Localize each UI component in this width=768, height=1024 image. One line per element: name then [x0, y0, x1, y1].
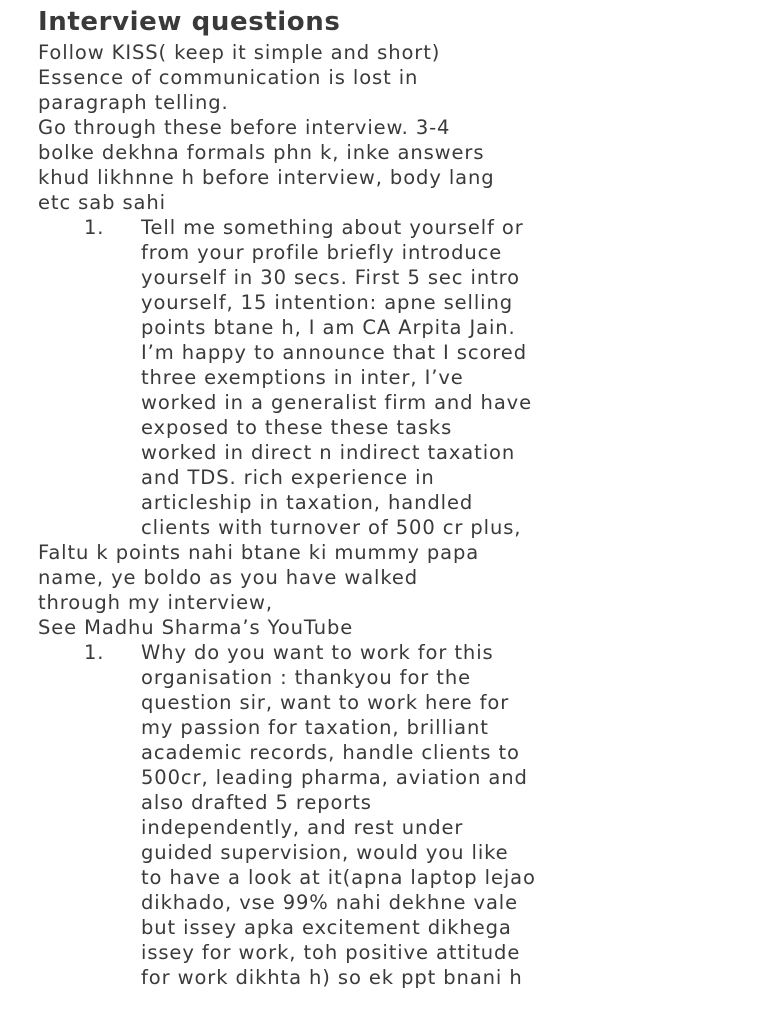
list-item-line: question sir, want to work here for	[141, 691, 510, 714]
list-item-line: and TDS. rich experience in	[141, 466, 435, 489]
text-line: etc sab sahi	[38, 191, 166, 214]
list-item-line: yourself, 15 intention: apne selling	[141, 291, 514, 314]
list-item-line: articleship in taxation, handled	[141, 491, 474, 514]
text-line: Faltu k points nahi btane ki mummy papa	[38, 541, 480, 564]
list-item-line: organisation : thankyou for the	[141, 666, 471, 689]
list-item-line: worked in direct n indirect taxation	[141, 441, 516, 464]
text-line: paragraph telling.	[38, 91, 229, 114]
text-line: See Madhu Sharma’s YouTube	[38, 616, 354, 639]
list-item-line: to have a look at it(apna laptop lejao	[141, 866, 536, 889]
text-line: Go through these before interview. 3-4	[38, 116, 451, 139]
list-item-line: three exemptions in inter, I’ve	[141, 366, 464, 389]
text-line: khud likhnne h before interview, body lang	[38, 166, 495, 189]
list-item-line: I’m happy to announce that I scored	[141, 341, 527, 364]
text-line: Follow KISS( keep it simple and short)	[38, 41, 441, 64]
text-line: Essence of communication is lost in	[38, 66, 419, 89]
text-line: through my interview,	[38, 591, 273, 614]
list-number: 1.	[84, 641, 105, 664]
list-item-line: Tell me something about yourself or	[141, 216, 524, 239]
list-item-line: points btane h, I am CA Arpita Jain.	[141, 316, 516, 339]
list-item-line: 500cr, leading pharma, aviation and	[141, 766, 528, 789]
list-item-line: independently, and rest under	[141, 816, 464, 839]
list-item-line: exposed to these these tasks	[141, 416, 453, 439]
list-number: 1.	[84, 216, 105, 239]
text-line: bolke dekhna formals phn k, inke answers	[38, 141, 485, 164]
list-item-line: for work dikhta h) so ek ppt bnani h	[141, 966, 523, 989]
list-item-line: also drafted 5 reports	[141, 791, 372, 814]
list-item-line: guided supervision, would you like	[141, 841, 509, 864]
text-line: name, ye boldo as you have walked	[38, 566, 419, 589]
list-item-line: academic records, handle clients to	[141, 741, 520, 764]
list-item-line: from your profile briefly introduce	[141, 241, 503, 264]
document-title: Interview questions	[38, 7, 341, 37]
list-item-line: issey for work, toh positive attitude	[141, 941, 521, 964]
list-item-line: but issey apka excitement dikhega	[141, 916, 512, 939]
list-item-line: worked in a generalist firm and have	[141, 391, 533, 414]
list-item-line: Why do you want to work for this	[141, 641, 494, 664]
list-item-line: clients with turnover of 500 cr plus,	[141, 516, 522, 539]
list-item-line: yourself in 30 secs. First 5 sec intro	[141, 266, 520, 289]
list-item-line: my passion for taxation, brilliant	[141, 716, 489, 739]
list-item-line: dikhado, vse 99% nahi dekhne vale	[141, 891, 519, 914]
